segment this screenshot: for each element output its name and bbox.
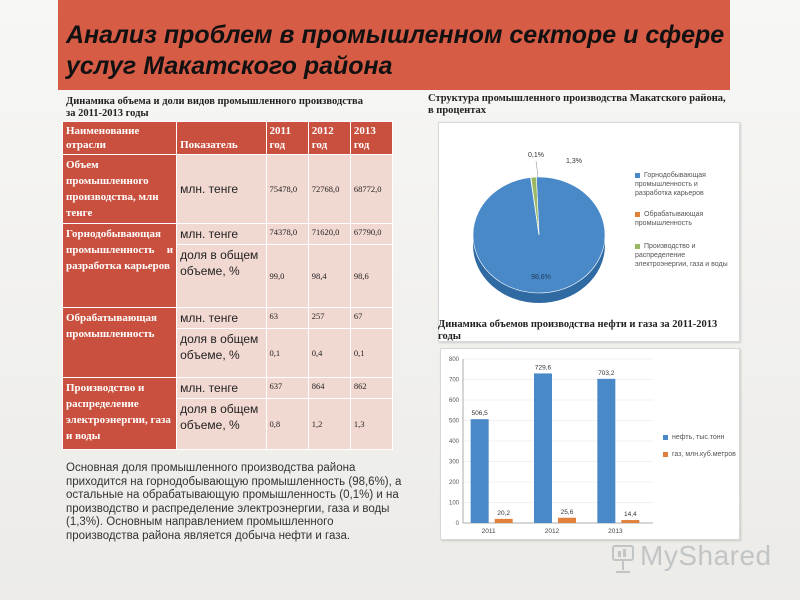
- col-header-2013: 2013 год: [350, 122, 392, 155]
- watermark-text: MyShared: [640, 540, 772, 571]
- bar-data-label: 703,2: [598, 369, 615, 377]
- cell-value: 75478,0: [266, 155, 308, 224]
- presentation-icon: [610, 544, 636, 574]
- bar-oil: [534, 373, 552, 523]
- bar-chart-panel: [440, 348, 740, 540]
- cell-value: 0,1: [350, 329, 392, 378]
- pie-legend-label: Производство и распределение электроэнергии, газа и воды: [635, 243, 728, 268]
- legend-swatch: [635, 244, 640, 249]
- pie-legend: [635, 171, 735, 269]
- bar-legend-label: нефть, тыс.тонн: [672, 434, 725, 441]
- cell-value: 72768,0: [308, 155, 350, 224]
- cell-value: 67790,0: [350, 224, 392, 245]
- pie-data-label: 1,3%: [566, 158, 582, 165]
- table-row: [63, 224, 393, 245]
- bar-legend-item: [663, 450, 739, 459]
- cell-value: 67: [350, 308, 392, 329]
- y-tick-label: 200: [448, 480, 459, 486]
- row-indicator: доля в общем объеме, %: [177, 399, 266, 450]
- bar-data-label: 14,4: [624, 511, 637, 519]
- y-tick-label: 800: [448, 357, 459, 363]
- cell-value: 68772,0: [350, 155, 392, 224]
- legend-swatch: [635, 212, 640, 217]
- bar-legend-item: [663, 433, 739, 442]
- bar-data-label: 729,6: [534, 364, 552, 372]
- pie-leader-line: [536, 161, 538, 177]
- bar-oil: [597, 379, 615, 523]
- cell-value: 1,3: [350, 399, 392, 450]
- col-header-2011: 2011 год: [266, 122, 308, 155]
- bar-gas: [558, 518, 576, 523]
- y-tick-label: 500: [448, 418, 459, 425]
- bar-caption: Динамика объемов производства нефти и газа за 2011-2013 годы: [438, 319, 718, 342]
- row-indicator: доля в общем объеме, %: [177, 245, 266, 308]
- table-caption: Динамика объема и доли видов промышленного производства за 2011-2013 годы: [66, 96, 363, 119]
- y-tick-label: 100: [448, 500, 459, 507]
- bar-gas: [621, 520, 639, 523]
- bar-data-label: 506,5: [471, 410, 488, 418]
- row-name-total: Объем промышленного производства, млн тенге: [63, 155, 177, 224]
- x-tick-label: 2013: [608, 528, 623, 535]
- row-name-utilities: Производство и распределение электроэнергии, газа и воды: [63, 378, 177, 450]
- bar-oil: [471, 419, 489, 523]
- pie-data-label: 98,6%: [531, 274, 551, 281]
- row-name-manufacturing: Обрабатывающая промышленность: [63, 308, 177, 378]
- pie-caption: Структура промышленного производства Макатского района, в процентах: [428, 93, 726, 116]
- pie-legend-item: [635, 210, 735, 228]
- cell-value: 0,1: [266, 329, 308, 378]
- col-header-sector: Наименование отрасли: [63, 122, 177, 155]
- cell-value: 1,2: [308, 399, 350, 450]
- y-tick-label: 0: [455, 521, 459, 527]
- row-indicator: доля в общем объеме, %: [177, 329, 266, 378]
- pie-data-label: 0,1%: [528, 152, 544, 159]
- pie-legend-label: Обрабатывающая промышленность: [635, 211, 704, 227]
- col-header-2012: 2012 год: [308, 122, 350, 155]
- pie-chart-panel: [438, 122, 740, 342]
- cell-value: 0,4: [308, 329, 350, 378]
- y-tick-label: 700: [448, 377, 459, 384]
- row-indicator: млн. тенге: [177, 378, 266, 399]
- cell-value: 71620,0: [308, 224, 350, 245]
- x-tick-label: 2011: [481, 528, 496, 535]
- table-row: [63, 378, 393, 399]
- row-indicator: млн. тенге: [177, 308, 266, 329]
- watermark: [610, 538, 770, 578]
- cell-value: 98,4: [308, 245, 350, 308]
- cell-value: 99,0: [266, 245, 308, 308]
- cell-value: 98,6: [350, 245, 392, 308]
- x-tick-label: 2012: [544, 528, 560, 535]
- bar-data-label: 25,6: [560, 508, 574, 516]
- y-tick-label: 600: [448, 398, 459, 404]
- summary-text: Основная доля промышленного производства района приходится на горнодобывающую промышленность (98,6%), а остальные на обрабатывающую промышленность (0,1%) и на производство и распределение электроэнергии, газа и воды (1,3%). Основным направлением промышленного производства района является добыча нефти и газа.: [66, 462, 402, 542]
- row-indicator: млн. тенге: [177, 224, 266, 245]
- pie-legend-item: [635, 171, 735, 198]
- cell-value: 74378,0: [266, 224, 308, 245]
- pie-legend-label: Горнодобывающая промышленность и разработка карьеров: [635, 172, 706, 197]
- table-header-row: [63, 122, 393, 155]
- cell-value: 864: [308, 378, 350, 399]
- cell-value: 63: [266, 308, 308, 329]
- page-title: Анализ проблем в промышленном секторе и сфере услуг Макатского района: [66, 21, 725, 80]
- table-row: [63, 308, 393, 329]
- cell-value: 257: [308, 308, 350, 329]
- bar-data-label: 20,2: [497, 509, 510, 517]
- bar-legend: [663, 433, 739, 459]
- cell-value: 862: [350, 378, 392, 399]
- cell-value: 637: [266, 378, 308, 399]
- table-row: [63, 155, 393, 224]
- legend-swatch: [635, 173, 640, 178]
- legend-swatch: [663, 435, 668, 440]
- pie-legend-item: [635, 242, 735, 269]
- legend-swatch: [663, 452, 668, 457]
- title-banner: [58, 0, 730, 90]
- row-name-mining: Горнодобывающая промышленность и разработка карьеров: [63, 224, 177, 308]
- col-header-indicator: Показатель: [177, 122, 266, 155]
- row-indicator: млн. тенге: [177, 155, 266, 224]
- y-tick-label: 400: [448, 439, 459, 445]
- production-table: [62, 121, 393, 450]
- y-tick-label: 300: [448, 459, 459, 466]
- bar-legend-label: газ, млн.куб.метров: [672, 451, 736, 458]
- cell-value: 0,8: [266, 399, 308, 450]
- bar-gas: [495, 519, 513, 523]
